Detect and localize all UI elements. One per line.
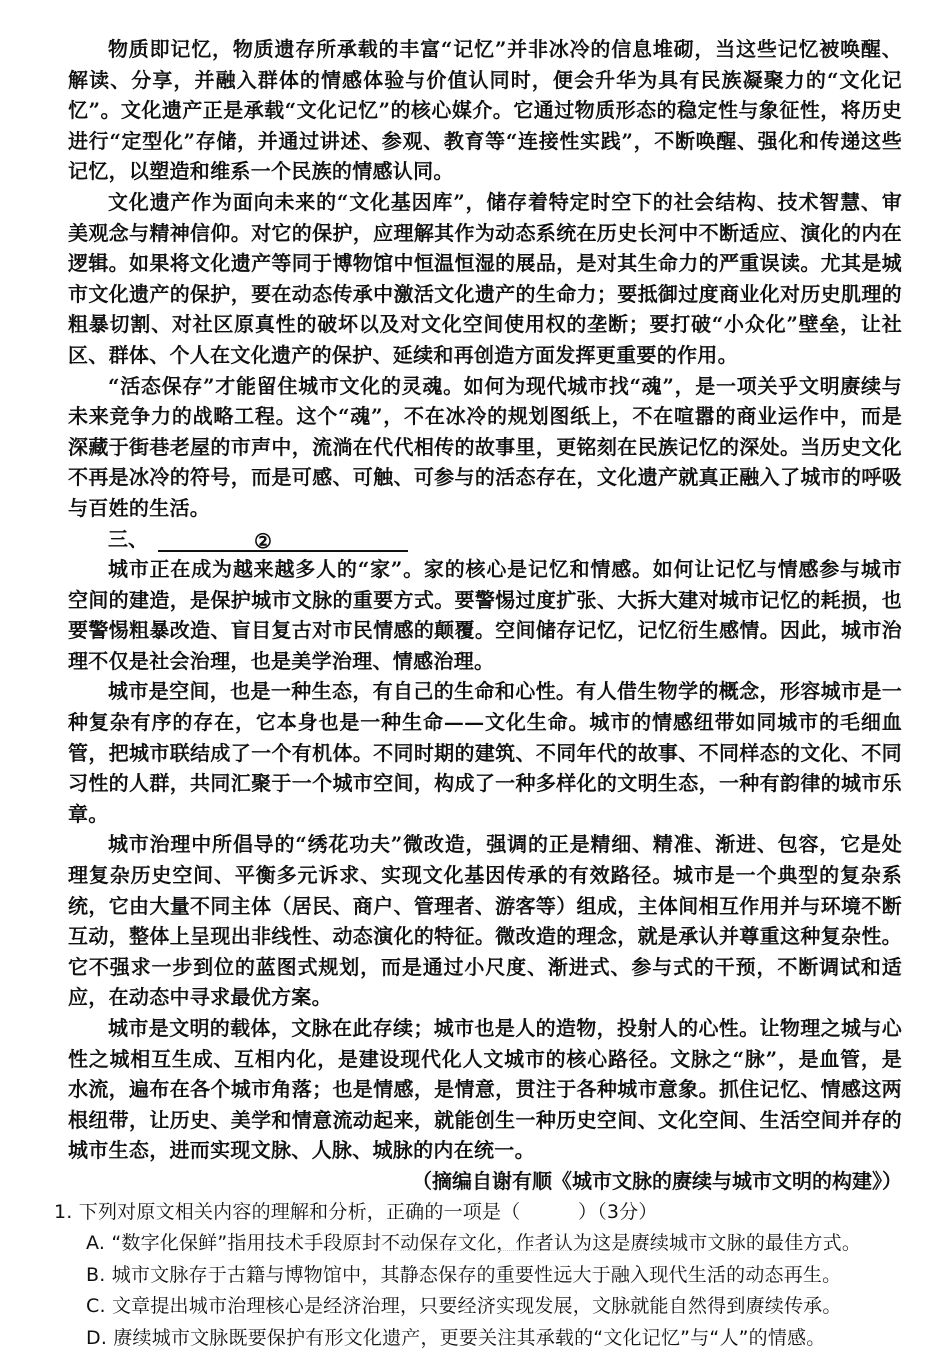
paragraph: “活态保存”才能留住城市文化的灵魂。如何为现代城市找“魂”，是一项关乎文明赓续与未来竞争力的战略工程。这个“魂”，不在冰冷的规划图纸上，不在喧嚣的商业运作中，而是深藏于街巷老屋的市声中，流淌在代代相传的故事里，更铭刻在民族记忆的深处。当历史文化不再是冰冷的符号，而是可感、可触、可参与的活态存在，文化遗产就真正融入了城市的呼吸与百姓的生活。	[68, 373, 902, 520]
paragraph: 城市是空间，也是一种生态，有自己的生命和心性。有人借生物学的概念，形容城市是一种复杂有序的存在，它本身也是一种生命——文化生命。城市的情感纽带如同城市的毛细血管，把城市联结成了一个有机体。不同时期的建筑、不同年代的故事、不同样态的文化、不同习性的人群，共同汇聚于一个城市空间，构成了一种多样化的文明生态，一种有韵律的城市乐章。	[68, 679, 902, 826]
paragraph: 城市是文明的载体，文脉在此存续；城市也是人的造物，投射人的心性。让物理之城与心性之城相互生成、互相内化，是建设现代化人文城市的核心路径。文脉之“脉”，是血管，是水流，遍布在各个城市角落；也是情感，是情意，贯注于各种城市意象。抓住记忆、情感这两根纽带，让历史、美学和情意流动起来，就能创生一种历史空间、文化空间、生活空间并存的城市生态，进而实现文脉、人脉、城脉的内在统一。	[68, 1016, 902, 1163]
paragraph: 城市正在成为越来越多人的“家”。家的核心是记忆和情感。如何让记忆与情感参与城市空间的建造，是保护城市文脉的重要方式。要警惕过度扩张、大拆大建对城市记忆的耗损，也要警惕粗暴改造、盲目复古对市民情感的颠覆。空间储存记忆，记忆衍生感情。因此，城市治理不仅是社会治理，也是美学治理、情感治理。	[68, 557, 902, 673]
paragraph: 文化遗产作为面向未来的“文化基因库”，储存着特定时空下的社会结构、技术智慧、审美观念与精神信仰。对它的保护，应理解其作为动态系统在历史长河中不断适应、演化的内在逻辑。如果将文化遗产等同于博物馆中恒温恒湿的展品，是对其生命力的严重误读。尤其是城市文化遗产的保护，要在动态传承中激活文化遗产的生命力；要抵御过度商业化对历史肌理的粗暴切割、对社区原真性的破坏以及对文化空间使用权的垄断；要打破“小众化”壁垒，让社区、群体、个人在文化遗产的保护、延续和再创造方面发挥更重要的作用。	[68, 189, 902, 367]
paragraph: 物质即记忆，物质遗存所承载的丰富“记忆”并非冰冷的信息堆砌，当这些记忆被唤醒、解读、分享，并融入群体的情感体验与价值认同时，便会升华为具有民族凝聚力的“文化记忆”。文化遗产正是承载“文化记忆”的核心媒介。它通过物质形态的稳定性与象征性，将历史进行“定型化”存储，并通过讲述、参观、教育等“连接性实践”，不断唤醒、强化和传递这些记忆，以塑造和维系一个民族的情感认同。	[68, 37, 902, 184]
blank-mark: ②	[254, 528, 272, 553]
source-citation: （摘编自谢有顺《城市文脉的赓续与城市文明的构建》）	[412, 1168, 902, 1193]
fill-in-blank	[158, 528, 408, 552]
exam-page	[54, 34, 902, 1354]
section-number: 三、	[108, 526, 148, 551]
option-b: B. 城市文脉存于古籍与博物馆中，其静态保存的重要性远大于融入现代生活的动态再生。	[86, 1263, 842, 1286]
section-heading	[68, 524, 902, 555]
option-d: D. 赓续城市文脉既要保护有形文化遗产，更要关注其承载的“文化记忆”与“人”的情感。	[86, 1326, 826, 1349]
option-c: C. 文章提出城市治理核心是经济治理，只要经济实现发展，文脉就能自然得到赓续传承。	[86, 1295, 842, 1318]
question-stem: 1. 下列对原文相关内容的理解和分析，正确的一项是（ ）（3分）	[54, 1200, 658, 1223]
scan-artifact	[400, 1250, 600, 1259]
paragraph: 城市治理中所倡导的“绣花功夫”微改造，强调的正是精细、精准、渐进、包容，它是处理复杂历史空间、平衡多元诉求、实现文化基因传承的有效路径。城市是一个典型的复杂系统，它由大量不同主体（居民、商户、管理者、游客等）组成，主体间相互作用并与环境不断互动，整体上呈现出非线性、动态演化的特征。微改造的理念，就是承认并尊重这种复杂性。它不强求一步到位的蓝图式规划，而是通过小尺度、渐进式、参与式的干预，不断调试和适应，在动态中寻求最优方案。	[68, 832, 902, 1010]
option-a: A. “数字化保鲜”指用技术手段原封不动保存文化，作者认为这是赓续城市文脉的最佳方式。	[86, 1232, 862, 1255]
